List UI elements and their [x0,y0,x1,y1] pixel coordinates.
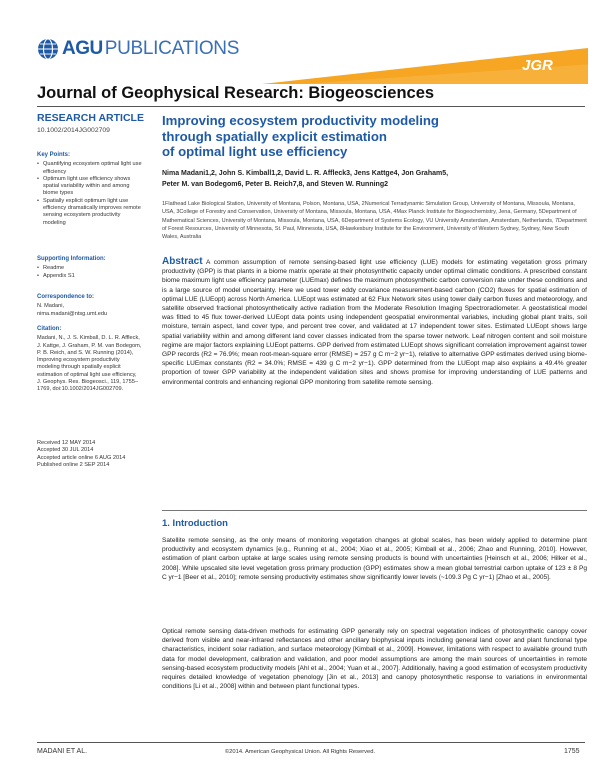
title-line: through spatially explicit estimation [162,128,387,144]
agu-name: AGU [62,38,103,59]
correspondence-name: N. Madani, [37,303,65,310]
citation-heading: Citation: [37,326,62,332]
abstract-heading: Abstract [162,256,203,267]
journal-title: Journal of Geophysical Research: Biogeosciences [37,84,435,102]
article-title [162,113,482,160]
citation-text: Madani, N., J. S. Kimball, D. L. R. Affleck, J. Kattge, J. Graham, P. M. van Bodegom, P. B. Reich, and S. W. Running (2014), Improving ecosystem productivity modeling through spatially explicit estimation of optimal light use efficiency, J. Geophys. Res. Biogeosci., 119, 1755–1769, doi:10.1002/2014JG002709. [37,335,142,393]
authors-line: Peter M. van Bodegom6, Peter B. Reich7,8, and Steven W. Running2 [162,180,388,188]
supporting-information [37,256,142,280]
date-received: Received 12 MAY 2014 [37,440,96,446]
date-accepted-online: Accepted article online 6 AUG 2014 [37,454,126,461]
date-published: Published online 2 SEP 2014 [37,461,110,468]
authors-line: Nima Madani1,2, John S. Kimball1,2, David L. R. Affleck3, Jens Kattge4, Jon Graham5, [162,170,449,177]
correspondence [37,294,142,318]
supporting-heading: Supporting Information: [37,256,106,262]
correspondence-email[interactable]: nima.madani@ntsg.umt.edu [37,310,108,317]
key-points [37,152,142,227]
supporting-readme-link[interactable]: • Readme [37,265,142,272]
title-line: of optimal light use efficiency [162,144,348,159]
key-point: • Optimum light use efficiency shows spatial variability within and among biome types [37,176,142,198]
intro-paragraph-2: Optical remote sensing data-driven methods for estimating GPP generally rely on spectral vegetation indices of photosynthetic canopy cover derived from visible and near-infrared reflectances and other ancillary biophysical inputs including general land cover and plant functional type characteristics, incident solar radiation, and surface meteorology [Kimball et al., 2009]. However, limitations with respect to available ground truth data for model development, calibration and validation, and poor model assumptions are among the main sources of uncertainties in remote sensing-based ecosystem productivity models [Ahl et al., 2004; Yuan et al., 2007]. Additionally, having a good estimation of ecosystem productivity requires detailed knowledge of vegetation phenology [Jin et al., 2013] and canopy photosynthetic response to variations in environmental conditions [Li et al., 2008] within and between plant functional types. [162,628,587,691]
article-dates [37,440,142,469]
key-point: • Spatially explicit optimum light use efficiency dramatically improves remote sensing ecosystem productivity modeling [37,198,142,227]
agu-publications-text: PUBLICATIONS [104,38,240,59]
page-number: 1755 [564,748,580,755]
footer-authors: MADANI ET AL. [37,748,88,755]
abstract-divider [162,510,587,511]
key-point: • Quantifying ecosystem optimal light use efficiency [37,161,142,176]
footer-copyright: ©2014. American Geophysical Union. All Rights Reserved. [224,749,376,755]
section-heading: 1. Introduction [162,518,228,529]
abstract-text: A common assumption of remote sensing-based light use efficiency (LUE) models for estimating vegetation gross primary productivity (GPP) is that plants in a biome matrix operate at their photosynthetic capacity under optimal climatic conditions. A prescribed constant biome maximum light use efficiency parameter (LUEmax) defines the maximum photosynthetic carbon conversion rate under these conditions and is a large source of model uncertainty. Here we used tower eddy covariance measurement-based carbon (CO2) fluxes for spatial estimation of optimal LUE (LUEopt) across North America. LUEopt was estimated at 62 Flux Network sites using tower daily carbon fluxes and meteorology, and satellite observed fractional photosynthetically active radiation from the Moderate Resolution Imaging Spectroradiometer. A geostatistical model was fitted to 45 flux tower-derived LUEopt data points using independent geospatial environmental variables, including global plant traits, soil moisture, terrain aspect, land cover type, and percent tree cover, and validated at 17 independent tower sites. Estimated LUEopt shows large spatial variability within and among different land cover classes indicated from the sparse tower network. Leaf nitrogen content and soil moisture regime are major factors explaining LUEopt patterns. GPP derived from estimated LUEopt shows significant correlation improvement against tower GPP records (R2 = 76.9%; mean root-mean-square error (RMSE) = 257 g C m−2 yr−1), relative to alternative GPP estimates derived using biome-specific LUEmax constants (R2 = 34.0%; RMSE = 439 g C m−2 yr−1). GPP determined from the LUEopt map also explains a 49.4% greater proportion of tower GPP variability at the independent validation sites and shows promise for improving understanding of LUE patterns and environmental controls and enhancing regional GPP monitoring from satellite remote sensing. [162,259,587,386]
footer-divider [37,742,585,743]
title-line: Improving ecosystem productivity modeling [162,113,439,128]
article-doi[interactable]: 10.1002/2014JG002709 [37,127,110,134]
date-accepted: Accepted 30 JUL 2014 [37,447,94,454]
correspondence-heading: Correspondence to: [37,294,95,300]
key-points-heading: Key Points: [37,152,71,158]
author-list [162,169,582,190]
header-divider [37,106,585,107]
agu-publications-logo [37,38,239,60]
jgr-badge: JGR [522,57,553,74]
citation [37,326,142,394]
abstract [162,257,587,387]
article-type: RESEARCH ARTICLE [37,112,144,124]
affiliations: 1Flathead Lake Biological Station, University of Montana, Polson, Montana, USA, 2Numerical Terradynamic Simulation Group, University of Montana, Missoula, Montana, USA, 3College of Forestry and Conservation, University of Montana, Missoula, Montana, USA, 4Max Planck Institute for Biogeochemistry, Jena, Germany, 5Department of Mathematical Sciences, University of Montana, Missoula, Montana, USA, 6Department of Systems Ecology, VU University Amsterdam, Amsterdam, Netherlands, 7Department of Forest Resources, University of Minnesota, St. Paul, Minnesota, USA, 8Hawkesbury Institute for the Environment, University of Western Sydney, Sydney, New South Wales, Australia [162,201,587,241]
globe-icon [37,38,59,60]
intro-paragraph-1: Satellite remote sensing, as the only means of monitoring vegetation changes at global scales, has been widely applied to determine plant productivity and ecosystem dynamics [e.g., Running et al., 2004; Xiao et al., 2005; Kimball et al., 2006; Zhao and Running, 2010]. However, estimation of plant carbon uptake at large scales using remote sensing products is bound with uncertainties [Heinsch et al., 2006; Hilker et al., 2008]. While upscaled site level vegetation gross primary production (GPP) estimates show a mean global terrestrial carbon uptake of 123 ± 8 Pg C yr−1 [Beer et al., 2010]; remote sensing productivity estimates show significantly lower levels (~109.3 Pg C yr−1) [Zhao et al., 2005]. [162,537,587,581]
supporting-appendix-link[interactable]: • Appendix S1 [37,273,142,280]
